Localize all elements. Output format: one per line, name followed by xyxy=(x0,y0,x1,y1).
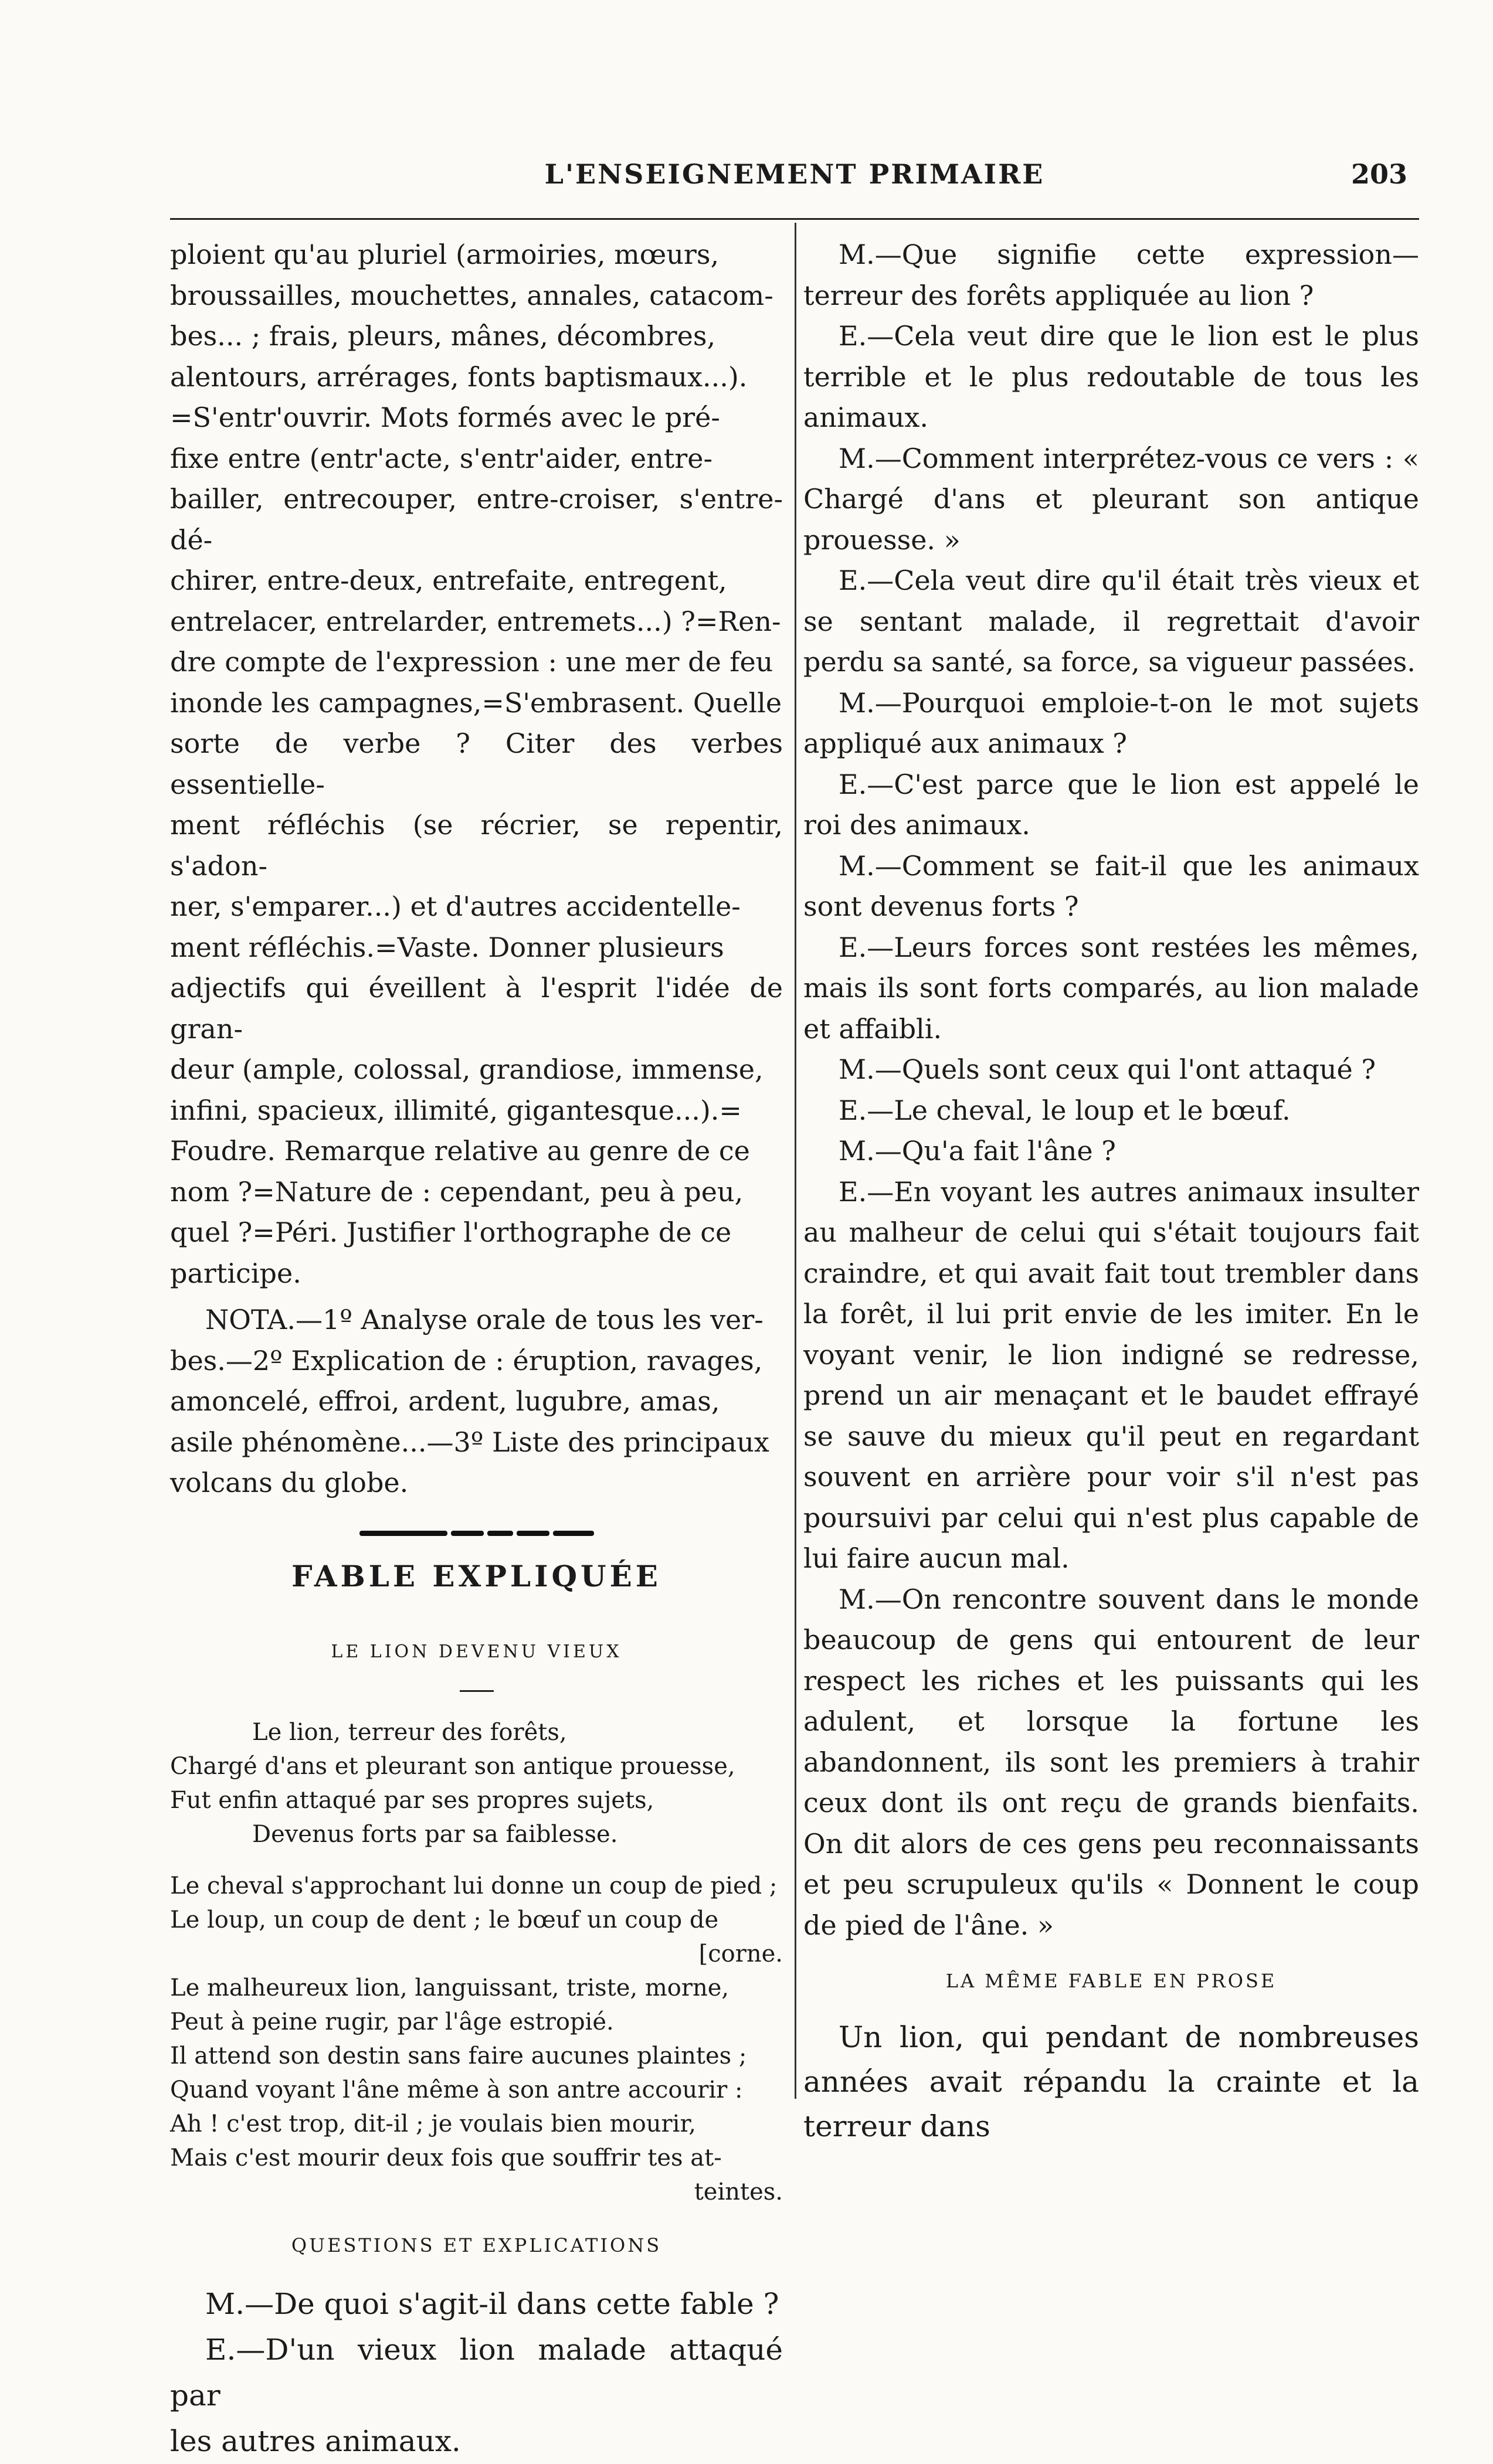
text-line: sorte de verbe ? Citer des verbes essentielle- xyxy=(170,728,783,800)
nota-paragraph xyxy=(170,1300,783,1504)
text-line: bes... ; frais, pleurs, mânes, décombres, xyxy=(170,320,716,352)
right-column xyxy=(803,234,1419,2149)
qa-paragraph: E.—Cela veut dire qu'il était très vieux et se sentant malade, il regrettait d'avoir perdu sa santé, sa force, sa vigueur passées. xyxy=(803,565,1419,678)
prose-title: LA MÊME FABLE EN PROSE xyxy=(945,1970,1277,1992)
fable-dialogue xyxy=(170,2281,783,2464)
text-line: amoncelé, effroi, ardent, lugubre, amas, xyxy=(170,1385,720,1417)
text-line: entrelacer, entrelarder, entremets...) ?=Ren- xyxy=(170,605,781,637)
text-line: alentours, arrérages, fonts baptismaux...). xyxy=(170,361,748,393)
text-line: quel ?=Péri. Justifier l'orthographe de ce xyxy=(170,1216,732,1248)
qa-paragraph: E.—Leurs forces sont restées les mêmes, mais ils sont forts comparés, au lion malade et affaibli. xyxy=(803,931,1419,1045)
text-line: asile phénomène...—3º Liste des principaux xyxy=(170,1426,769,1458)
poem-verse: Quand voyant l'âne même à son antre accourir : xyxy=(170,2076,743,2103)
header-rule xyxy=(170,218,1419,220)
poem-verse: Le cheval s'approchant lui donne un coup de pied ; xyxy=(170,1872,778,1899)
poem-verse: Le lion, terreur des forêts, xyxy=(252,1718,567,1746)
prose-paragraph: Un lion, qui pendant de nombreuses années avait répandu la crainte et la terreur dans xyxy=(803,2020,1419,2143)
text-line: broussailles, mouchettes, annales, catacom- xyxy=(170,279,773,311)
qa-paragraph: E.—En voyant les autres animaux insulter au malheur de celui qui s'était toujours fait craindre, et qui avait fait tout trembler dans la forêt, il lui prit envie de les imiter. En le voyant venir, le lion indigné se redresse, prend un air menaçant et le baudet effrayé se sauve du mieux qu'il peut en regardant souvent en arrière pour voir s'il n'est pas poursuivi par celui qui n'est plus capable de lui faire aucun mal. xyxy=(803,1175,1419,1574)
qa-paragraph: E.—Le cheval, le loup et le bœuf. xyxy=(839,1094,1291,1126)
qa-paragraph: M.—Comment se fait-il que les animaux sont devenus forts ? xyxy=(803,849,1419,922)
qa-paragraph: E.—Cela veut dire que le lion est le plus terrible et le plus redoutable de tous les animaux. xyxy=(803,320,1419,433)
section-ornament xyxy=(170,1531,783,1536)
poem-verse: Le loup, un coup de dent ; le bœuf un coup de xyxy=(170,1906,719,1933)
qa-paragraph: M.—Qu'a fait l'âne ? xyxy=(839,1135,1116,1167)
text-line: Foudre. Remarque relative au genre de ce xyxy=(170,1135,750,1167)
poem-verse: Le malheureux lion, languissant, triste, morne, xyxy=(170,1974,729,2001)
text-line: inonde les campagnes,=S'embrasent. Quelle xyxy=(170,686,782,719)
text-line: fixe entre (entr'acte, s'entr'aider, entre- xyxy=(170,442,712,474)
text-line: deur (ample, colossal, grandiose, immense, xyxy=(170,1053,764,1085)
poem-verse: Fut enfin attaqué par ses propres sujets, xyxy=(170,1786,654,1814)
poem-verse: Ah ! c'est trop, dit-il ; je voulais bien mourir, xyxy=(170,2110,696,2137)
qa-paragraph: M.—Comment interprétez-vous ce vers : « Chargé d'ans et pleurant son antique prouesse. » xyxy=(803,442,1419,556)
qa-paragraph: M.—Que signifie cette expression—terreur des forêts appliquée au lion ? xyxy=(803,239,1419,311)
qa-paragraph: M.—On rencontre souvent dans le monde beaucoup de gens qui entourent de leur respect les riches et les puissants qui les adulent, et lorsque la fortune les abandonnent, ils sont les premiers à trahir ceux dont ils ont reçu de grands bienfaits. On dit alors de ces gens peu reconnaissants et peu scrupuleux qu'ils « Donnent le coup de pied de l'âne. » xyxy=(803,1583,1419,1941)
text-line: infini, spacieux, illimité, gigantesque...).= xyxy=(170,1094,742,1126)
text-line: bes.—2º Explication de : éruption, ravages, xyxy=(170,1344,763,1377)
dialogue-line: les autres animaux. xyxy=(170,2424,461,2458)
text-line: chirer, entre-deux, entrefaite, entregent, xyxy=(170,565,727,596)
text-line: bailler, entrecouper, entre-croiser, s'entre-dé- xyxy=(170,483,783,556)
questions-title: QUESTIONS ET EXPLICATIONS xyxy=(291,2234,662,2256)
qa-paragraph: M.—Pourquoi emploie-t-on le mot sujets appliqué aux animaux ? xyxy=(803,686,1419,759)
text-line: adjectifs qui éveillent à l'esprit l'idée de gran- xyxy=(170,972,783,1045)
text-line: ner, s'emparer...) et d'autres accidentelle- xyxy=(170,891,741,922)
text-line: participe. xyxy=(170,1257,301,1289)
poem-verse: Mais c'est mourir deux fois que souffrir tes at- xyxy=(170,2144,722,2171)
poem-verse: Devenus forts par sa faiblesse. xyxy=(252,1820,618,1848)
qa-paragraph: E.—C'est parce que le lion est appelé le roi des animaux. xyxy=(803,768,1419,841)
text-line: ploient qu'au pluriel (armoiries, mœurs, xyxy=(170,239,720,270)
text-line: volcans du globe. xyxy=(170,1467,409,1498)
short-rule xyxy=(460,1690,494,1692)
fable-subtitle: LE LION DEVENU VIEUX xyxy=(331,1641,622,1662)
left-column xyxy=(170,234,783,2464)
text-line: dre compte de l'expression : une mer de feu xyxy=(170,646,773,678)
dialogue-line: M.—De quoi s'agit-il dans cette fable ? xyxy=(205,2287,779,2321)
column-divider xyxy=(795,223,796,2099)
page-header xyxy=(170,147,1419,193)
grammar-exercise-paragraph xyxy=(170,234,783,1294)
poem-verse: Peut à peine rugir, par l'âge estropié. xyxy=(170,2008,614,2035)
page-number: 203 xyxy=(1351,158,1407,190)
text-line: ment réfléchis.=Vaste. Donner plusieurs xyxy=(170,931,724,963)
poem-verse: Il attend son destin sans faire aucunes plaintes ; xyxy=(170,2042,747,2069)
text-line: =S'entr'ouvrir. Mots formés avec le pré- xyxy=(170,402,720,433)
fable-title: FABLE EXPLIQUÉE xyxy=(291,1558,661,1593)
qa-paragraph: M.—Quels sont ceux qui l'ont attaqué ? xyxy=(839,1053,1376,1085)
dialogue-line: E.—D'un vieux lion malade attaqué par xyxy=(170,2333,783,2412)
text-line: ment réfléchis (se récrier, se repentir, s'adon- xyxy=(170,809,783,882)
poem-verse: [corne. xyxy=(698,1940,783,1967)
poem-verse: teintes. xyxy=(694,2178,783,2205)
poem-verse: Chargé d'ans et pleurant son antique prouesse, xyxy=(170,1752,735,1780)
running-title: L'ENSEIGNEMENT PRIMAIRE xyxy=(544,158,1045,190)
fable-poem xyxy=(170,1715,783,2209)
text-line: NOTA.—1º Analyse orale de tous les ver- xyxy=(205,1304,764,1335)
text-line: nom ?=Nature de : cependant, peu à peu, xyxy=(170,1175,744,1208)
